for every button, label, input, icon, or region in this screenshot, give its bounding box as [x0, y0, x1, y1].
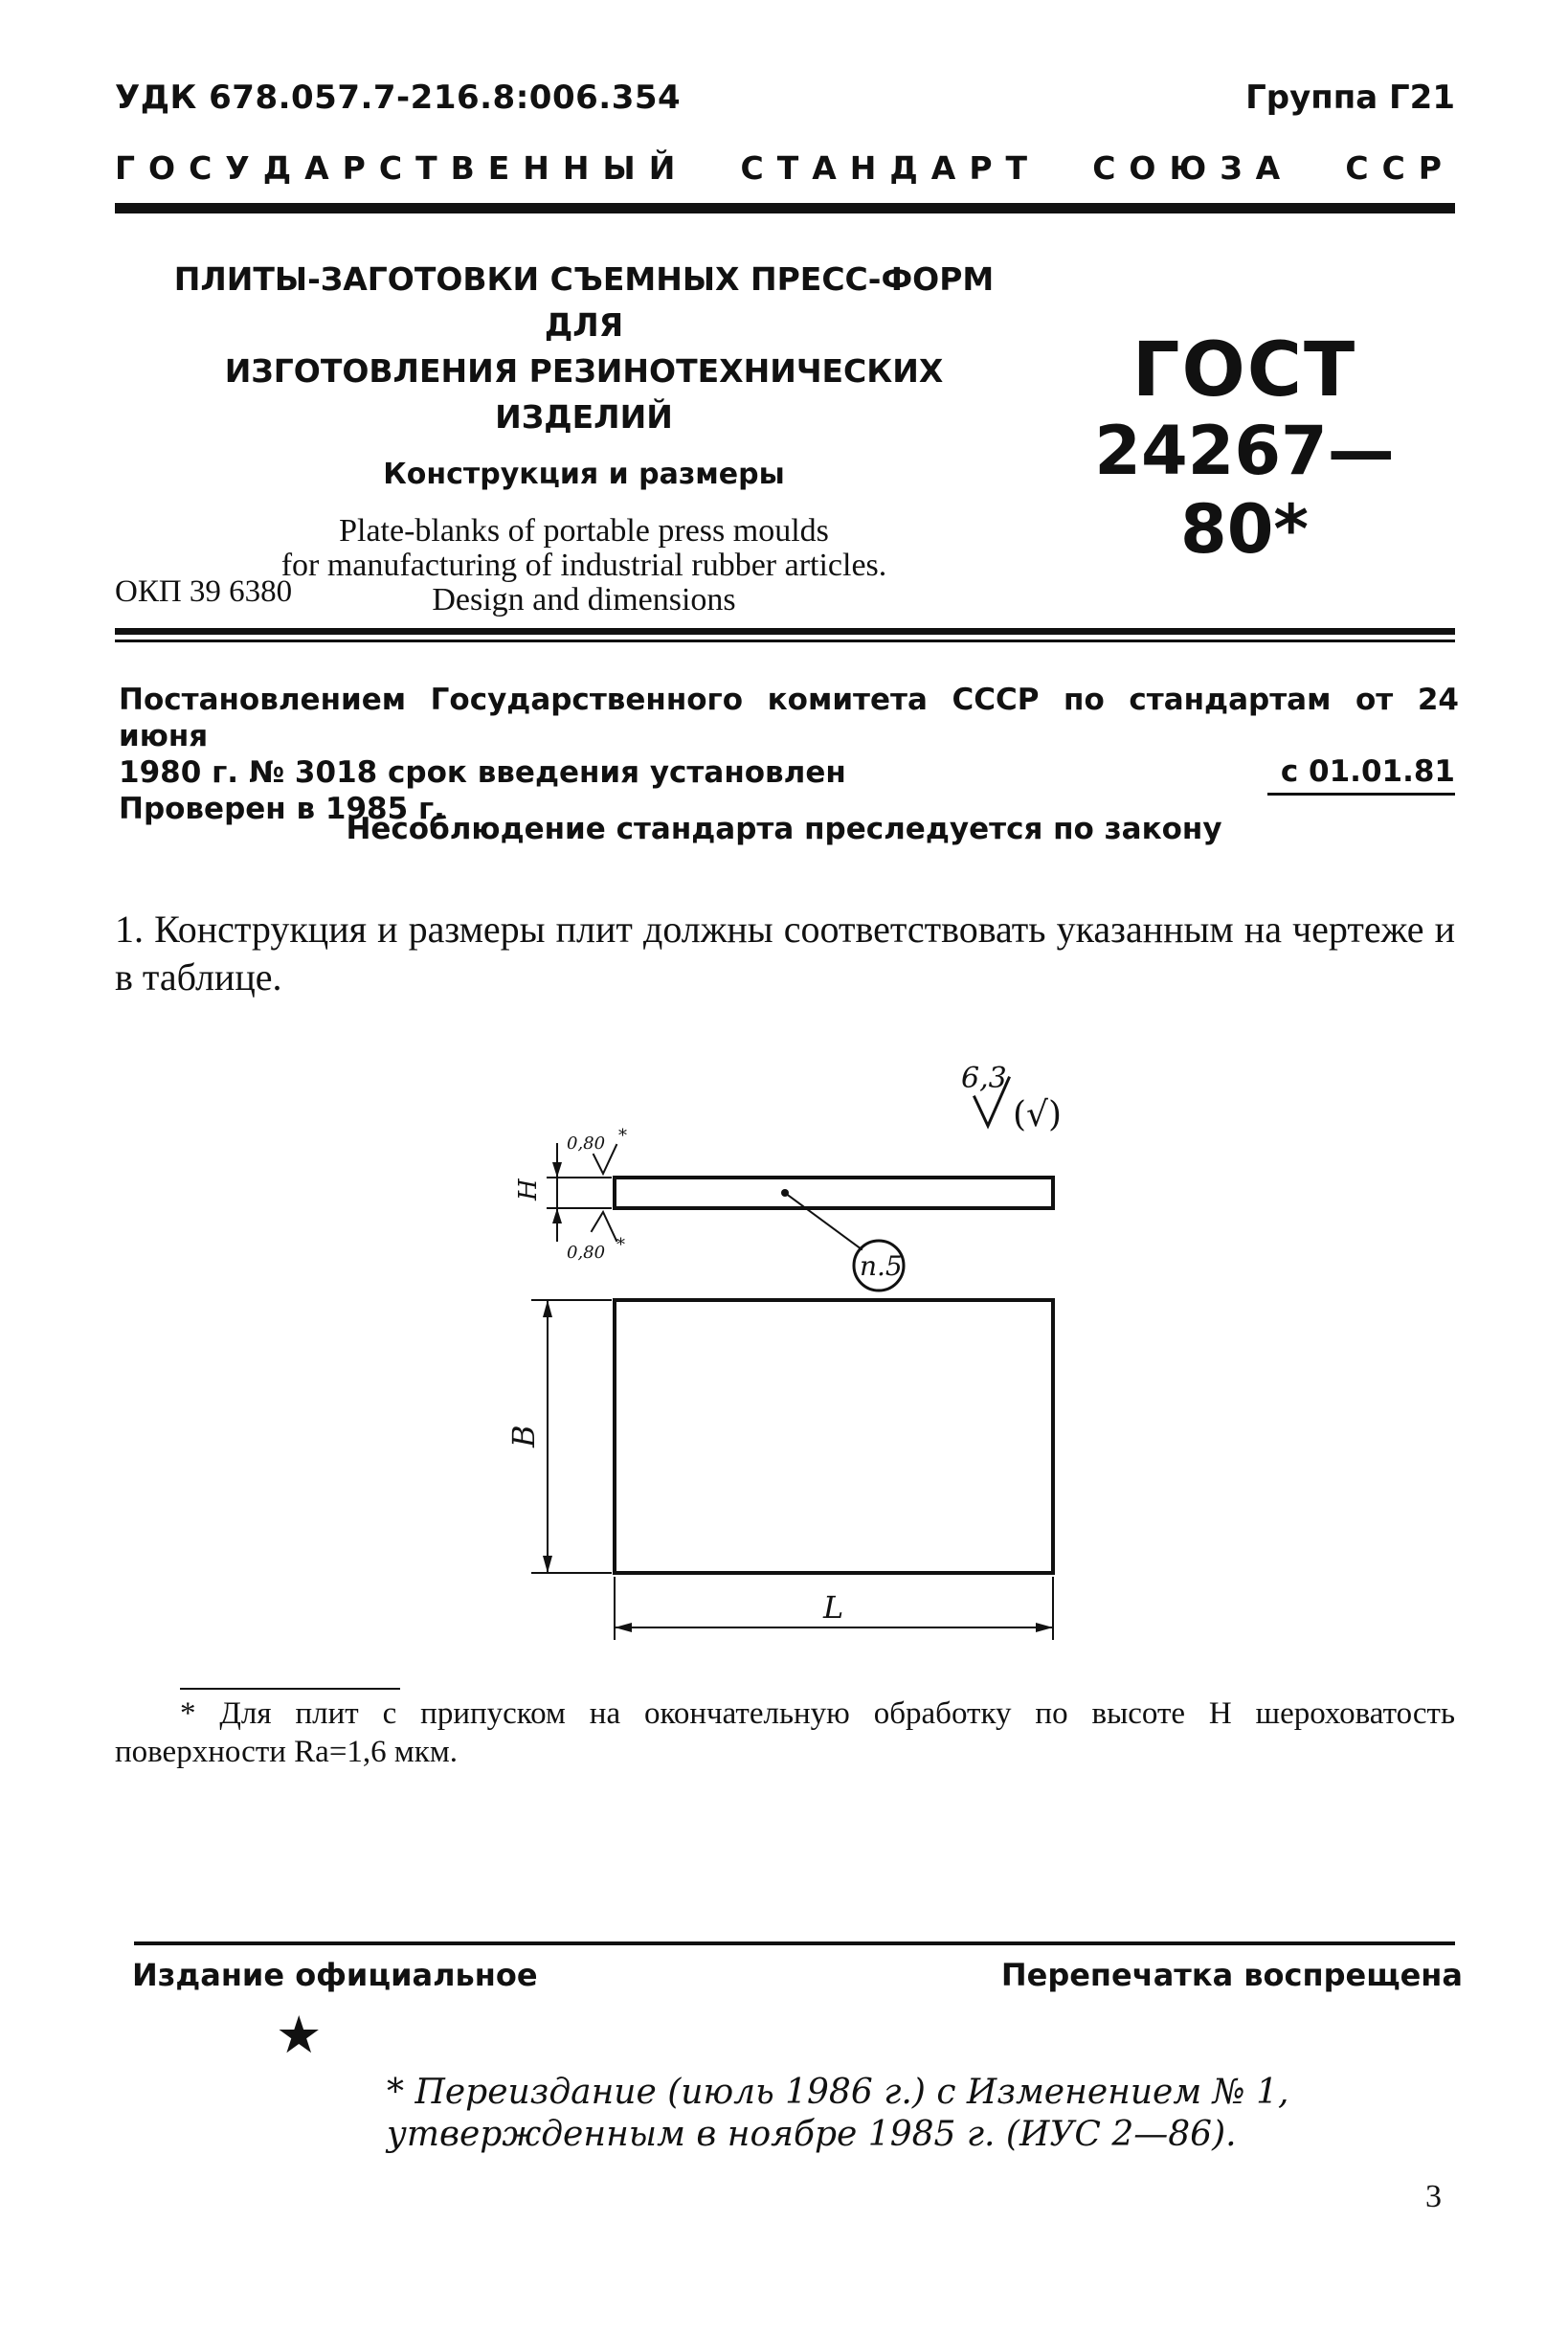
top-roughness-asterisk: * [618, 1126, 627, 1146]
page-number: 3 [1425, 2179, 1442, 2214]
leader-dot [781, 1189, 789, 1197]
decree-line-2: 1980 г. № 3018 срок введения установлен [119, 755, 846, 790]
date-underline [1267, 793, 1455, 796]
official-edition: Издание официальное [132, 1957, 538, 1993]
decree-line-1: Постановлением Государственного комитета СССР по стандартам от 24 июня [119, 683, 1459, 753]
reissue-line-1: * Переиздание (июль 1986 г.) с Изменением № 1, [387, 2073, 1289, 2112]
gost-number: 24267—80* [1094, 412, 1395, 569]
footnote-rule [180, 1688, 400, 1690]
okp-rule-thin [115, 640, 1455, 642]
footer-rule [134, 1941, 1455, 1945]
english-title-line-3: Design and dimensions [432, 582, 736, 617]
law-notice: Несоблюдение стандарта преследуется по закону [346, 812, 1222, 846]
decree-line-3: Проверен в 1985 г. [119, 792, 445, 826]
gost-label: ГОСТ [1131, 327, 1357, 414]
header-rule [115, 203, 1455, 213]
bottom-roughness-symbol [592, 1212, 616, 1241]
callout-leader [785, 1193, 862, 1249]
reissue-line-2: утвержденным в ноябре 1985 г. (ИУС 2—86). [387, 2115, 1237, 2154]
dimension-l-label: L [823, 1589, 844, 1626]
roughness-parens: (√) [1013, 1095, 1063, 1134]
b-arrow-top [543, 1300, 552, 1317]
banner-word-1: ГОСУДАРСТВЕННЫЙ [115, 149, 689, 187]
state-standard-banner [115, 149, 1455, 187]
title-line-2: ИЗГОТОВЛЕНИЯ РЕЗИНОТЕХНИЧЕСКИХ ИЗДЕЛИЙ [224, 352, 944, 436]
english-title-line-1: Plate-blanks of portable press moulds [339, 513, 829, 549]
footnote-text: Для плит с припуском на окончательную обработку по высоте H шероховатость поверхности Ra=1,6 мкм. [115, 1696, 1456, 1769]
plate-side-view [615, 1178, 1053, 1208]
subtitle: Конструкция и размеры [383, 458, 785, 491]
b-arrow-bottom [543, 1556, 552, 1573]
group-code: Группа Г21 [1245, 79, 1455, 117]
dimension-b-label: B [505, 1425, 542, 1448]
bottom-roughness-value: 0,80 [567, 1243, 606, 1263]
banner-word-4: ССР [1345, 149, 1455, 187]
bottom-roughness-asterisk: * [616, 1235, 625, 1255]
decree-date: с 01.01.81 [1280, 754, 1455, 789]
paragraph-1: 1. Конструкция и размеры плит должны соответствовать указанным на чертеже и в таблице. [115, 908, 1455, 999]
okp-code: ОКП 39 6380 [115, 574, 293, 609]
banner-word-3: СОЮЗА [1092, 149, 1294, 187]
footnote-star: * [180, 1696, 196, 1731]
reissue-note [387, 2072, 1306, 2156]
decree-block [119, 682, 1459, 827]
l-arrow-left [615, 1623, 632, 1632]
h-arrow-bottom [552, 1208, 562, 1223]
star-icon: ★ [276, 2005, 323, 2065]
roughness-main-value: 6,3 [961, 1062, 1007, 1095]
dimension-h-label: H [514, 1178, 543, 1201]
l-arrow-right [1036, 1623, 1053, 1632]
reprint-prohibited: Перепечатка воспрещена [1000, 1957, 1463, 1993]
english-title-line-2: for manufacturing of industrial rubber articles. [280, 548, 887, 583]
title-block [153, 257, 1015, 617]
plate-drawing [498, 1053, 1168, 1685]
banner-word-2: СТАНДАРТ [740, 149, 1042, 187]
footnote [115, 1694, 1455, 1771]
udk-code: УДК 678.057.7-216.8:006.354 [115, 79, 682, 117]
title-line-1: ПЛИТЫ-ЗАГОТОВКИ СЪЕМНЫХ ПРЕСС-ФОРМ ДЛЯ [173, 260, 995, 344]
callout-label: п.5 [860, 1250, 903, 1282]
okp-rule [115, 628, 1455, 635]
plate-plan-view [615, 1300, 1053, 1573]
top-roughness-value: 0,80 [567, 1133, 606, 1154]
h-arrow-top [552, 1162, 562, 1178]
